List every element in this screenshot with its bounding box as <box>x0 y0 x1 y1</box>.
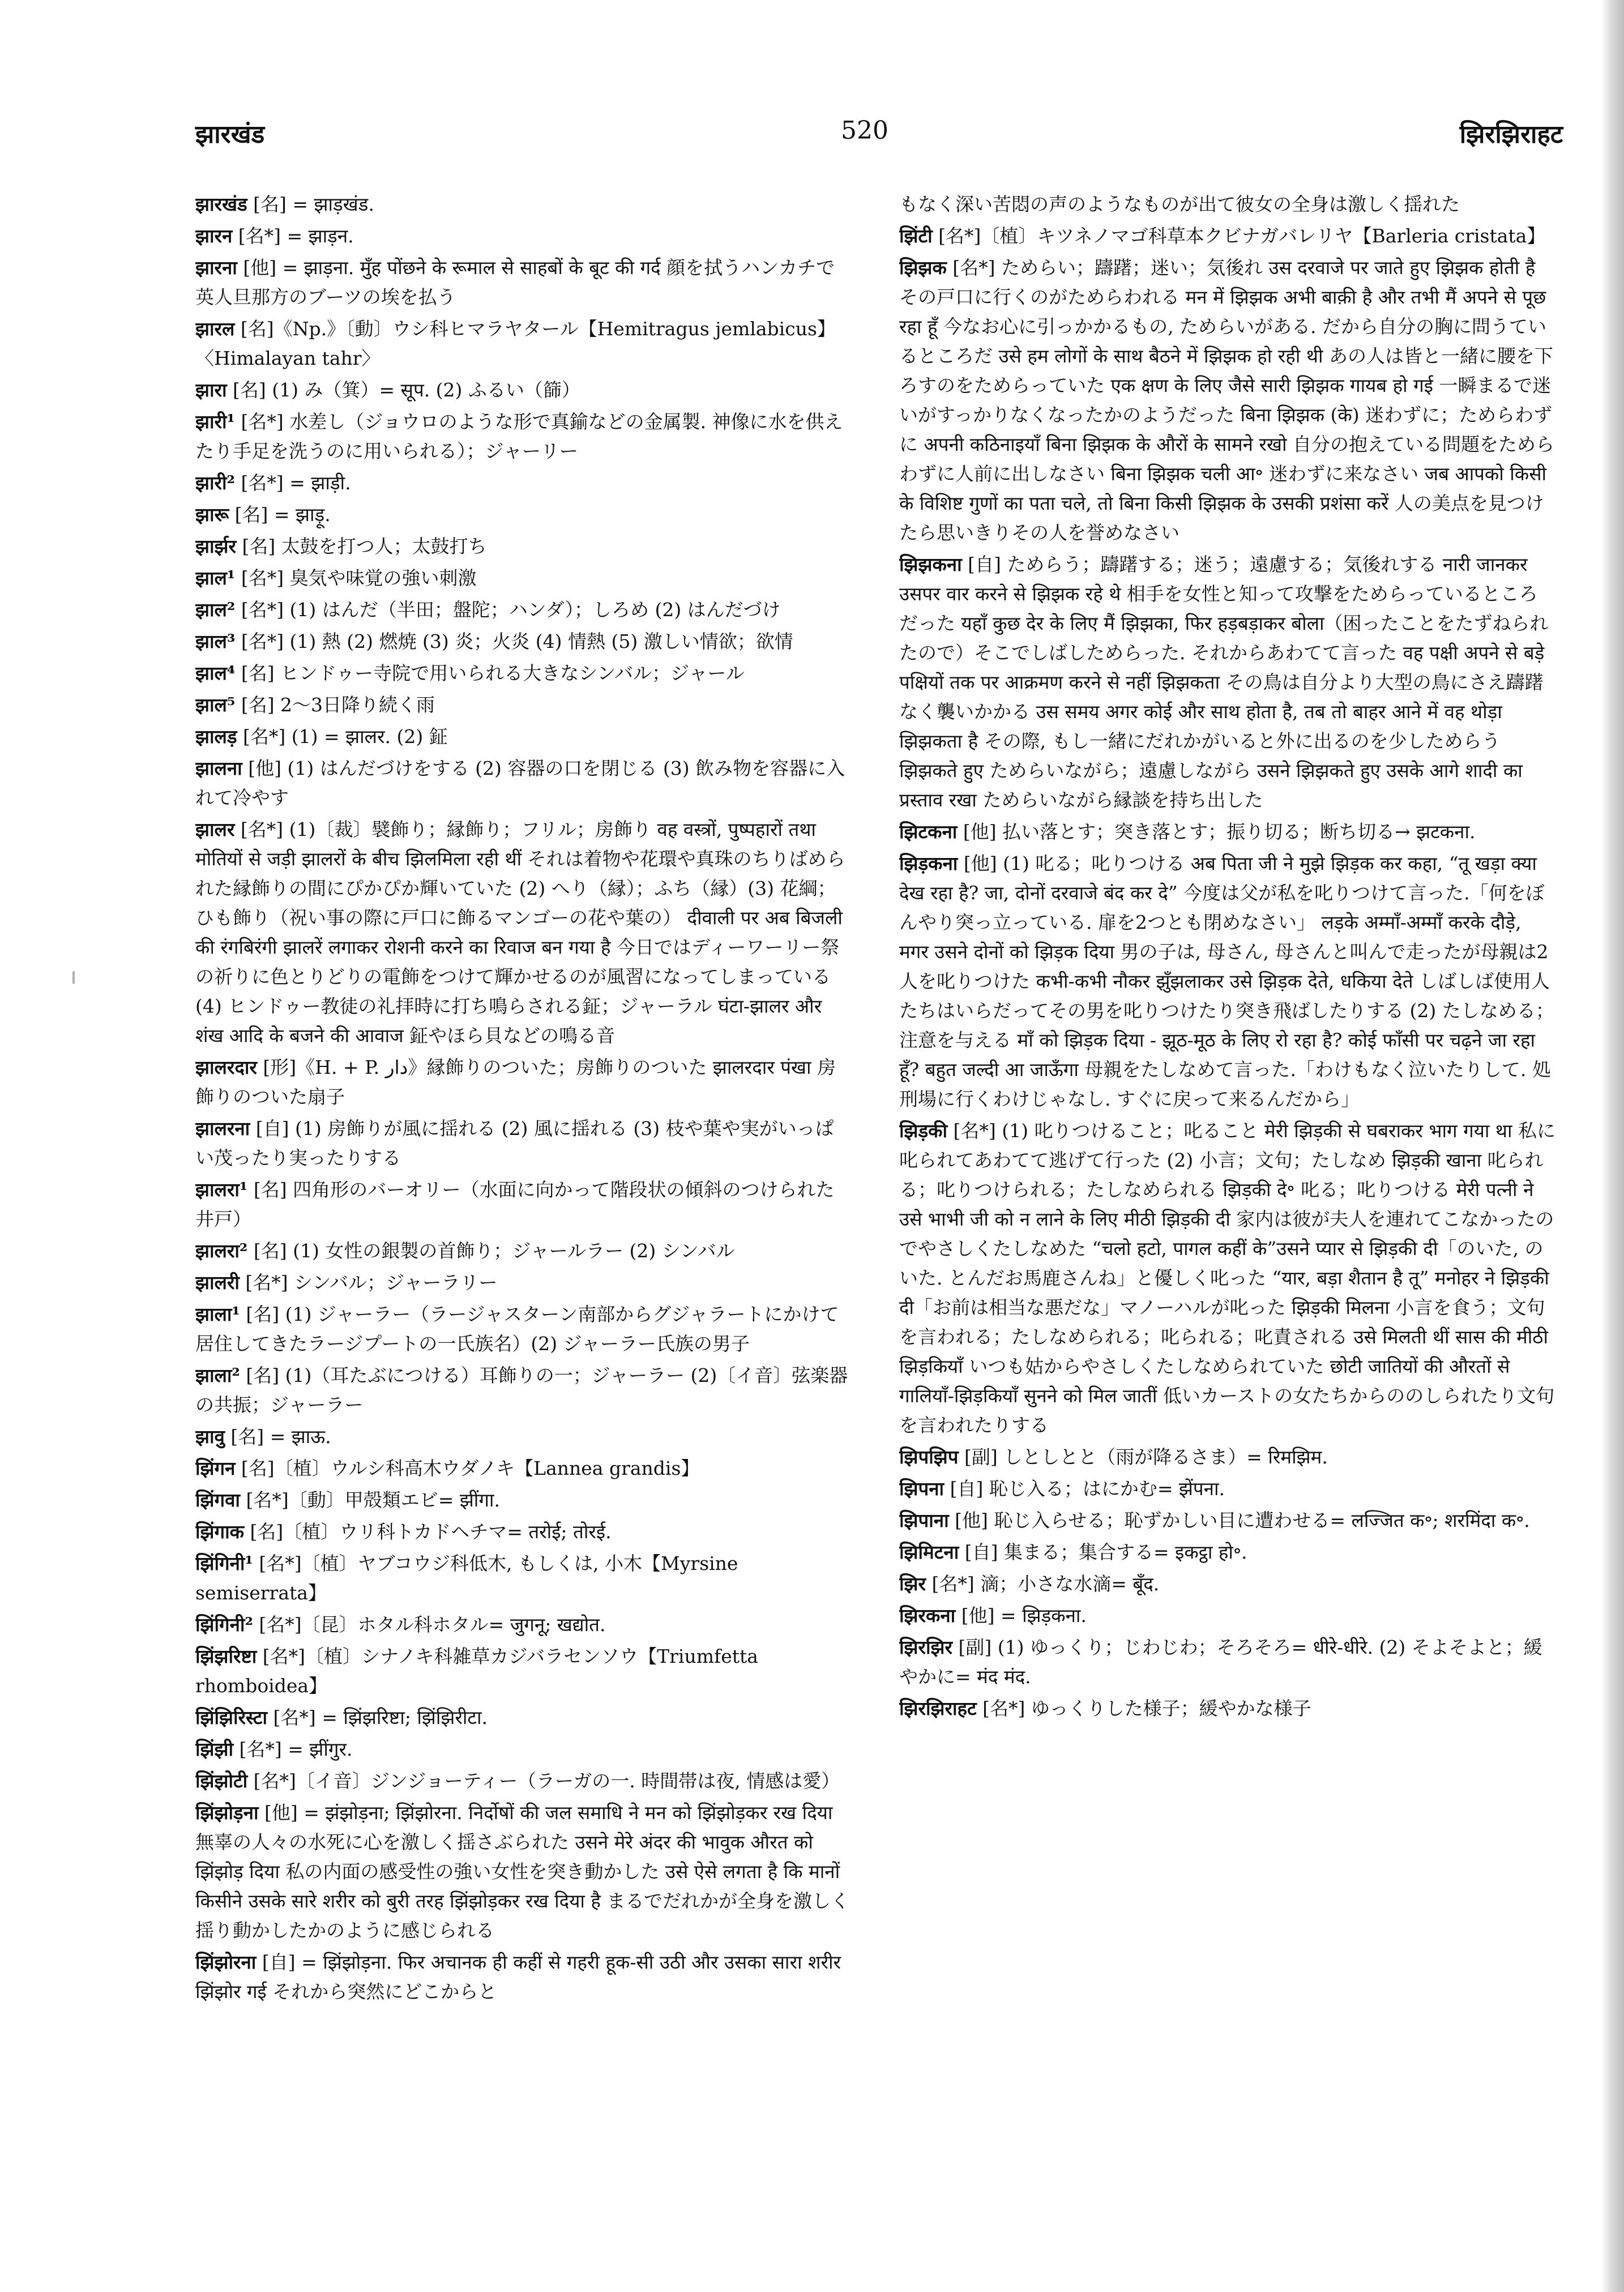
dictionary-entry <box>899 1694 1556 1723</box>
entry-definition: [名*] (1) 叱りつけること；叱ること मेरी झिड़की से घबराकर भाग गया था 私に叱られてあわてて逃げて行った (2) 小言；文句；たしなめ झिड़की खाना 叱られる；叱りつけられる；たしなめられる झिड़की दे॰ 叱る；叱りつける मेरी पत्नी ने उसे भाभी जी को न लाने के लिए मीठी झिड़की दी 家内は彼が夫人を連れてこなかったのでやさしくたしなめた “चलो हटो, पागल कहीं के”उसने प्यार से झिड़की दी「のいた, のいた. とんだお馬鹿さんね」と優しく叱った “यार, बड़ा शैतान है तू” मनोहर ने झिड़की दी「お前は相当な悪だな」マノーハルが叱った झिड़की मिलना 小言を食う；文句を言われる；たしなめられる；叱られる；叱責される उसे मिलती थीं सास की मीठी झिड़कियाँ いつも姑からやさしくたしなめられていた छोटी जातियों की औरतों से गालियाँ-झिड़कियाँ सुनने को मिल जातीं 低いカーストの女たちからののしられたり文句を言われたりする <box>899 1120 1556 1436</box>
entry-headword: झावु <box>195 1425 225 1448</box>
entry-headword: झालरदार <box>195 1056 257 1078</box>
entry-headword: झालना <box>195 757 242 779</box>
margin-mark <box>72 971 75 984</box>
entry-headword: झिंझोरना <box>195 1951 257 1973</box>
entry-definition: [名]《Np.》〔動〕ウシ科ヒマラヤタール【Hemitragus jemlabicus】〈Himalayan tahr〉 <box>195 318 836 369</box>
dictionary-entry <box>899 849 1556 1114</box>
entry-headword: झाल² <box>195 599 236 621</box>
dictionary-entry <box>195 375 852 405</box>
dictionary-entry <box>899 1506 1556 1535</box>
dictionary-entry <box>899 1538 1556 1567</box>
entry-headword: झिंगाक <box>195 1521 244 1543</box>
dictionary-entry <box>195 314 852 373</box>
dictionary-entry <box>195 1610 852 1640</box>
dictionary-entry <box>195 468 852 498</box>
dictionary-entry <box>195 1703 852 1732</box>
entry-headword: झिरझिर <box>899 1636 952 1658</box>
entry-definition: [自] = झिंझोड़ना. फिर अचानक ही कहीं से गहरी हूक-सी उठी और उसका सारा शरीर झिंझोर गई それから突然にどこからと <box>195 1951 841 2003</box>
entry-definition: [他] (1) 叱る；叱りつける अब पिता जी ने मुझे झिड़क कर कहा, “तू खड़ा क्या देख रहा है? जा, दोनों दरवाजे बंद कर दे” 今度は父が私を叱りつけて言った.「何をぼんやり突っ立っている. 扉を2つとも閉めなさい」 लड़के अम्माँ-अम्माँ करके दौड़े, मगर उसने दोनों को झिड़क दिया 男の子は, 母さん, 母さんと叫んで走ったが母親は2人を叱りつけた कभी-कभी नौकर झुँझलाकर उसे झिड़क देते, धकिया देते しばしば使用人たちはいらだってその男を叱りつけたり突き飛ばしたりする (2) たしなめる；注意を与える माँ को झिड़क दिया - झूठ-मूठ के लिए रो रहा है? कोई फाँसी पर चढ़ने जा रहा हूँ? बहुत जल्दी आ जाऊँगा 母親をたしなめて言った.「わけもなく泣いたりして. 処刑場に行くわけじゃなし. すぐに戻って来るんだから」 <box>899 852 1554 1110</box>
entry-definition: [名]〔植〕ウルシ科高木ウダノキ【Lannea grandis】 <box>235 1457 700 1479</box>
entry-headword: झिंगिनी² <box>195 1614 253 1636</box>
entry-definition: [他] (1) はんだづけをする (2) 容器の口を閉じる (3) 飲み物を容器に入れて冷やす <box>195 757 845 809</box>
entry-headword: झारल <box>195 318 235 340</box>
dictionary-entry <box>195 1766 852 1796</box>
entry-definition: [名] 太鼓を打つ人；太鼓打ち <box>236 535 487 557</box>
entry-definition: [名*] = झाड़न. <box>232 225 354 247</box>
entry-headword: झिड़कना <box>899 852 958 874</box>
dictionary-entry <box>195 1798 852 1945</box>
entry-definition: [自] (1) 房飾りが風に揺れる (2) 風に揺れる (3) 枝や葉や実がいっぱい茂ったり実ったりする <box>195 1117 834 1169</box>
dictionary-entry <box>195 1517 852 1547</box>
entry-definition: [名*] = झींगुर. <box>233 1738 353 1760</box>
dictionary-entry <box>195 407 852 466</box>
entry-headword: झिंझिरिस्टा <box>195 1706 268 1728</box>
dictionary-entry <box>899 253 1556 548</box>
left-column <box>195 190 852 2195</box>
entry-definition: [名] 四角形のバーオリー（水面に向かって階段状の傾斜のつけられた井戸） <box>195 1179 835 1230</box>
entry-headword: झिझकना <box>899 553 962 575</box>
entry-headword: झिंझरिष्टा <box>195 1645 257 1667</box>
dictionary-entry <box>899 190 1556 219</box>
dictionary-entry <box>195 1422 852 1452</box>
entry-headword: झालरा¹ <box>195 1179 248 1201</box>
entry-definition: [名*] 臭気や味覚の強い刺激 <box>235 567 477 589</box>
entry-definition: [名*]〔イ音〕ジンジョーティー（ラーガの一. 時間帯は夜, 情感は愛） <box>247 1770 840 1792</box>
entry-headword: झाला¹ <box>195 1303 240 1325</box>
entry-definition: [名*] ゆっくりした様子；緩やかな様子 <box>976 1697 1311 1719</box>
entry-headword: झिंगिनी¹ <box>195 1552 253 1574</box>
entry-definition: [名] (1)（耳たぶにつける）耳飾りの一；ジャーラー (2)〔イ音〕弦楽器の共振；ジャーラー <box>195 1364 848 1416</box>
dictionary-entry <box>195 1454 852 1483</box>
dictionary-entry <box>899 221 1556 251</box>
page-edge-shadow <box>1601 0 1624 2292</box>
entry-definition: [名*]〔動〕甲殻類エビ= झींगा. <box>240 1489 500 1511</box>
entry-headword: झाला² <box>195 1364 240 1386</box>
entry-definition: [自] 集まる；集合する= इकट्ठा हो॰. <box>959 1541 1247 1563</box>
entry-headword: झाल¹ <box>195 567 236 589</box>
entry-definition: [名] 2〜3日降り続く雨 <box>235 694 435 716</box>
entry-definition: [名] = झाड़ू. <box>229 503 331 526</box>
entry-definition: [形]《H. + P. دار》縁飾りのついた；房飾りのついた झालरदार पंखा 房飾りのついた扇子 <box>195 1056 836 1108</box>
dictionary-entry <box>195 1948 852 2007</box>
entry-headword: झालर <box>195 818 235 840</box>
entry-headword: झिपना <box>899 1478 945 1500</box>
dictionary-entry <box>195 659 852 688</box>
entry-definition: [名] (1) み（箕）= सूप. (2) ふるい（篩） <box>226 379 580 401</box>
entry-definition: [名] (1) ジャーラー（ラージャスターン南部からグジャラートにかけて居住してきたラージプートの一氏族名）(2) ジャーラー氏族の男子 <box>195 1303 839 1355</box>
dictionary-entry <box>195 815 852 1051</box>
entry-definition: [副] しとしとと（雨が降るさま）= रिमझिम. <box>958 1446 1328 1468</box>
entry-definition: [自] 恥じ入る；はにかむ= झेंपना. <box>944 1478 1225 1500</box>
entry-definition: [自] ためらう；躊躇する；迷う；遠慮する；気後れする नारी जानकर उसपर वार करने से झिझक रहे थे 相手を女性と知って攻撃をためらっているところだった यहाँ कुछ देर के लिए मैं झिझका, फिर हड़बड़ाकर बोला（困ったことをたずねられたので）そこでしばしためらった. それからあわてて言った वह पक्षी अपने से बड़े पक्षियों तक पर आक्रमण करने से नहीं झिझकता その鳥は自分より大型の鳥にさえ躊躇なく襲いかかる उस समय अगर कोई और साथ होता है, तब तो बाहर आने में वह थोड़ा झिझकता है その際, もし一緒にだれかがいると外に出るのを少しためらう झिझकते हुए ためらいながら；遠慮しながら उसने झिझकते हुए उसके आगे शादी का प्रस्ताव रखा ためらいながら縁談を持ち出した <box>899 553 1549 811</box>
entry-headword: झारखंड <box>195 193 247 215</box>
entry-headword: झार्झर <box>195 535 236 557</box>
entry-headword: झारना <box>195 257 237 279</box>
dictionary-entry <box>899 1633 1556 1692</box>
dictionary-entry <box>195 1300 852 1359</box>
dictionary-entry <box>195 1549 852 1608</box>
entry-definition: [名*] 滴；小さな水滴= बूँद. <box>926 1573 1160 1595</box>
entry-definition: [名*] シンバル；ジャーラリー <box>239 1271 498 1294</box>
dictionary-entry <box>195 722 852 752</box>
entry-definition: [名*] (1) = झालर. (2) 鉦 <box>237 725 448 748</box>
entry-definition: [他] 恥じ入らせる；恥ずかしい目に遭わせる= लज्जित क॰; शरमिंदा क॰. <box>948 1509 1530 1531</box>
entry-headword: झारन <box>195 225 233 247</box>
dictionary-entry <box>899 817 1556 847</box>
dictionary-entry <box>195 1486 852 1515</box>
entry-definition: [名*] ためらい；躊躇；迷い；気後れ उस दरवाजे पर जाते हुए झिझक होती है その戸口に行くのがためらわれる मन में झिझक अभी बाक़ी है और तभी मैं अपने से पूछ रहा हूँ 今なお心に引っかかるもの, ためらいがある. だから自分の胸に問うているところだ उसे हम लोगों के साथ बैठने में झिझक हो रही थी あの人は皆と一緒に腰を下ろすのをためらっていた एक क्षण के लिए जैसे सारी झिझक गायब हो गई 一瞬まるで迷いがすっかりなくなったかのようだった बिना झिझक (के) 迷わずに；ためらわずに अपनी कठिनाइयाँ बिना झिझक के औरों के सामने रखो 自分の抱えている問題をためらわずに人前に出しなさい बिना झिझक चली आ॰ 迷わずに来なさい जब आपको किसी के विशिष्ट गुणों का पता चले, तो बिना किसी झिझक के उसकी प्रशंसा करें 人の美点を見つけたら思いきりその人を誉めなさい <box>899 257 1555 544</box>
entry-headword: झिंगन <box>195 1457 236 1479</box>
dictionary-entry <box>195 1175 852 1234</box>
dictionary-entry <box>899 1116 1556 1440</box>
entry-definition: [名] ヒンドゥー寺院で用いられる大きなシンバル；ジャール <box>235 662 745 684</box>
entry-headword: झिंटी <box>899 225 933 247</box>
entry-definition: [名*] = झाड़ी. <box>235 472 351 494</box>
entry-headword: झालरी <box>195 1271 240 1294</box>
dictionary-entry <box>195 1114 852 1173</box>
entry-definition: [名*]〔植〕ヤブコウジ科低木, もしくは, 小木【Myrsine semiserrata】 <box>195 1552 738 1604</box>
entry-headword: झिटकना <box>899 821 958 843</box>
dictionary-entry <box>195 500 852 530</box>
dictionary-entry <box>195 627 852 656</box>
entry-definition: [名*] (1) 熱 (2) 燃焼 (3) 炎；火炎 (4) 情熱 (5) 激しい情欲；欲情 <box>235 630 793 652</box>
dictionary-entry <box>195 190 852 219</box>
dictionary-entry <box>899 1569 1556 1599</box>
dictionary-entry <box>899 550 1556 815</box>
entry-headword: झिमिटना <box>899 1541 959 1563</box>
entry-headword: झिड़की <box>899 1120 948 1142</box>
entry-headword: झिरझिराहट <box>899 1697 977 1719</box>
entry-definition: [名*]〔植〕キツネノマゴ科草本クビナガバレリヤ【Barleria cristata】 <box>932 225 1546 247</box>
dictionary-entry <box>195 253 852 312</box>
dictionary-entry <box>195 1053 852 1112</box>
entry-headword: झारी² <box>195 472 235 494</box>
entry-headword: झारी¹ <box>195 411 235 433</box>
dictionary-entry <box>195 690 852 720</box>
entry-definition: [名] (1) 女性の銀製の首飾り；ジャールラー (2) シンバル <box>247 1240 735 1262</box>
dictionary-entry <box>195 754 852 813</box>
header-last-entry: झिरझिराहट <box>1459 120 1563 149</box>
entry-headword: झिरकना <box>899 1604 956 1627</box>
right-column <box>899 190 1556 2195</box>
entry-definition: [副] (1) ゆっくり；じわじわ；そろそろ= धीरे-धीरे. (2) そよそよと；緩やかに= मंद मंद. <box>899 1636 1542 1688</box>
entry-definition: [名*]〔昆〕ホタル科ホタル= जुगनू; खद्योत. <box>253 1614 606 1636</box>
entry-definition: [名]〔植〕ウリ科トカドヘチマ= तरोई; तोरई. <box>243 1521 612 1543</box>
entry-headword: झिझक <box>899 257 947 279</box>
dictionary-entry <box>899 1601 1556 1631</box>
entry-definition: [名*] (1)〔裁〕襞飾り；縁飾り；フリル；房飾り वह वस्त्रों, पुष्पहारों तथा मोतियों से जड़ी झालरों के बीच झिलमिला रही थीं それは着物や花環や真珠のちりばめられた縁飾りの間にぴかぴか輝いていた (2) へり（縁）；ふち（縁）(3) 花綱；ひも飾り（祝い事の際に戸口に飾るマンゴーの花や葉の） दीवाली पर अब बिजली की रंगबिरंगी झालरें लगाकर रोशनी करने का रिवाज बन गया है 今日ではディーワーリー祭の祈りに色とりどりの電飾をつけて輝かせるのが風習になってしまっている (4) ヒンドゥー教徒の礼拝時に打ち鳴らされる鉦；ジャーラル घंटा-झालर और शंख आदि के बजने की आवाज 鉦やほら貝などの鳴る音 <box>195 818 845 1047</box>
entry-headword: झाल⁴ <box>195 662 236 684</box>
entry-headword: झालरना <box>195 1117 250 1139</box>
entry-headword: झिंगवा <box>195 1489 240 1511</box>
entry-headword: झारू <box>195 503 229 526</box>
entry-definition: もなく深い苦悶の声のようなものが出て彼女の全身は激しく揺れた <box>899 193 1460 215</box>
entry-definition: [名*] (1) はんだ（半田；盤陀；ハンダ）；しろめ (2) はんだづけ <box>235 599 781 621</box>
dictionary-entry <box>195 564 852 593</box>
entry-headword: झिंझोड़ना <box>195 1802 259 1824</box>
dictionary-entry <box>195 1236 852 1266</box>
dictionary-entry <box>195 595 852 625</box>
entry-headword: झालड़ <box>195 725 237 748</box>
page-number: 520 <box>841 116 888 145</box>
dictionary-entry <box>195 1642 852 1701</box>
running-header <box>195 116 1563 156</box>
entry-definition: [他] = झाड़ना. मुँह पोंछने के रूमाल से साहबों के बूट की गर्द 顔を拭うハンカチで英人旦那方のブーツの埃を払う <box>195 257 835 308</box>
entry-definition: [名*] = झिंझरिष्टा; झिंझिरीटा. <box>267 1706 488 1728</box>
entry-definition: [他] 払い落とす；突き落とす；振り切る；断ち切る→ झटकना. <box>957 821 1476 843</box>
entry-headword: झिंझोटी <box>195 1770 248 1792</box>
entry-definition: [名] = झाऊ. <box>224 1425 331 1448</box>
entry-definition: [名] = झाड़खंड. <box>247 193 374 215</box>
dictionary-entry <box>899 1442 1556 1472</box>
entry-headword: झारा <box>195 379 227 401</box>
entry-definition: [他] = झंझोड़ना; झिंझोरना. निर्दोषों की जल समाधि ने मन को झिंझोड़कर रख दिया 無辜の人々の水死に心を激しく揺さぶられた उसने मेरे अंदर की भावुक औरत को झिंझोड़ दिया 私の内面の感受性の強い女性を突き動かした उसे ऐसे लगता है कि मानों किसीने उसके सारे शरीर को बुरी तरह झिंझोड़कर रख दिया है まるでだれかが全身を激しく揺り動かしたかのように感じられる <box>195 1802 850 1941</box>
dictionary-entry <box>195 1735 852 1764</box>
dictionary-entry <box>899 1474 1556 1504</box>
entry-headword: झिर <box>899 1573 926 1595</box>
entry-headword: झालरा² <box>195 1240 248 1262</box>
entry-definition: [名*] 水差し（ジョウロのような形で真鍮などの金属製. 神像に水を供えたり手足を洗うのに用いられる）；ジャーリー <box>195 411 843 462</box>
entry-headword: झाल³ <box>195 630 236 652</box>
dictionary-entry <box>195 1268 852 1297</box>
entry-headword: झिपझिप <box>899 1446 959 1468</box>
entry-definition: [他] = झिड़कना. <box>955 1604 1087 1627</box>
entry-definition: [名*]〔植〕シナノキ科雑草カジバラセンソウ【Triumfetta rhomboidea】 <box>195 1645 758 1697</box>
dictionary-entry <box>195 1361 852 1420</box>
entry-headword: झिंझी <box>195 1738 233 1760</box>
header-first-entry: झारखंड <box>195 120 265 149</box>
dictionary-entry <box>195 532 852 561</box>
entry-headword: झिपाना <box>899 1509 949 1531</box>
dictionary-entry <box>195 221 852 251</box>
entry-headword: झाल⁵ <box>195 694 236 716</box>
